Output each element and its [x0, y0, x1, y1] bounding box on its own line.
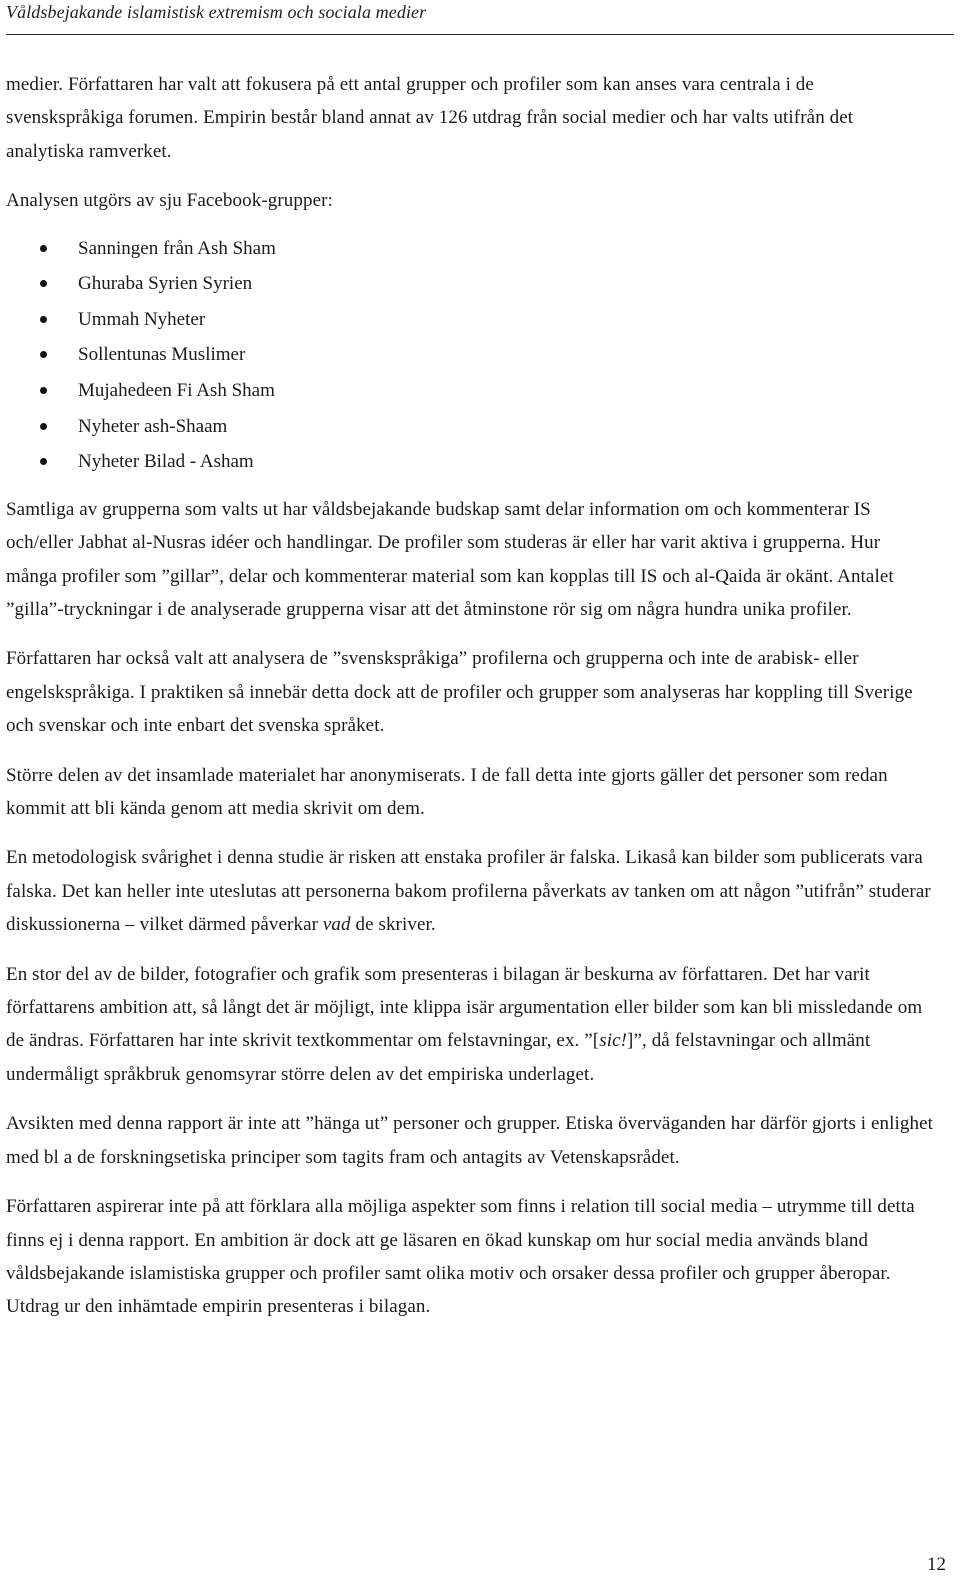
bullet-icon [40, 423, 47, 430]
list-item [6, 266, 936, 302]
group-name: Ghuraba Syrien Syrien [78, 273, 253, 295]
bullet-icon [40, 351, 47, 358]
sic-emphasis: sic! [599, 1030, 628, 1052]
facebook-groups-list [6, 231, 936, 480]
list-item [6, 302, 936, 338]
anonymisation-paragraph: Större delen av det insamlade materialet har anonymiserats. I de fall detta inte gjorts gäller det personer som redan kommit att bli kända genom att media skrivit om dem. [6, 764, 888, 820]
bullet-icon [40, 280, 47, 287]
list-item [6, 444, 936, 480]
running-header: Våldsbejakande islamistisk extremism och sociala medier [6, 2, 427, 22]
list-item [6, 409, 936, 445]
document-body [6, 68, 936, 1340]
bullet-icon [40, 316, 47, 323]
methodology-text-end: de skriver. [350, 914, 436, 936]
bullet-icon [40, 387, 47, 394]
list-item [6, 231, 936, 267]
header-divider [6, 34, 954, 35]
ambition-paragraph: Författaren aspirerar inte på att förklara alla möjliga aspekter som finns i relation till social media – utrymme till detta finns ej i denna rapport. En ambition är dock att ge läsaren en ökad kunskap om hur social media används bland våldsbejakande islamistiska grupper och profiler samt olika motiv och orsaker dessa profiler och grupper åberopar. Utdrag ur den inhämtade empirin presenteras i bilagan. [6, 1196, 915, 1318]
group-name: Sanningen från Ash Sham [78, 237, 276, 259]
bullet-icon [40, 458, 47, 465]
images-paragraph [6, 958, 936, 1092]
selection-paragraph: Samtliga av grupperna som valts ut har våldsbejakande budskap samt delar information om och kommenterar IS och/eller Jabhat al-Nusras idéer och handlingar. De profiler som studeras är eller har varit aktiva i grupperna. Hur många profiler som ”gillar”, delar och kommenterar material som kan kopplas till IS och al-Qaida är okänt. Antalet ”gilla”-tryckningar i de analyserade grupperna visar att det åtminstone rör sig om några hundra unika profiler. [6, 498, 894, 620]
group-name: Nyheter ash-Shaam [78, 415, 228, 437]
language-paragraph: Författaren har också valt att analysera de ”svenskspråkiga” profilerna och grupperna och inte de arabisk- eller engelskspråkiga. I praktiken så innebär detta dock att de profiler och grupper som analyseras har koppling till Sverige och svenskar och inte enbart det svenska språket. [6, 648, 913, 737]
images-text: En stor del av de bilder, fotografier och grafik som presenteras i bilagan är beskurna av författaren. Det har varit författarens ambition att, så långt det är möjligt, inte klippa isär argumentation eller bilder som kan bli missledande om de ändras. Författaren har inte skrivit textkommentar om felstavningar, ex. ”[ [6, 963, 923, 1052]
group-name: Mujahedeen Fi Ash Sham [78, 380, 275, 401]
group-name: Ummah Nyheter [78, 308, 206, 330]
list-item [6, 337, 936, 373]
bullet-icon [40, 245, 47, 252]
intro-paragraph: medier. Författaren har valt att fokusera på ett antal grupper och profiler som kan anses vara centrala i de svenskspråkiga forumen. Empirin består bland annat av 126 utdrag från social medier och har valts utifrån det analytiska ramverket. [6, 74, 854, 162]
group-name: Sollentunas Muslimer [78, 344, 246, 366]
list-item [6, 373, 936, 409]
ethics-paragraph: Avsikten med denna rapport är inte att ”hänga ut” personer och grupper. Etiska överväganden har därför gjorts i enlighet med bl a de forskningsetiska principer som tagits fram och antagits av Vetenskapsrådet. [6, 1113, 934, 1168]
group-name: Nyheter Bilad - Asham [78, 451, 254, 473]
methodology-emphasis: vad [322, 914, 351, 936]
groups-lead-paragraph: Analysen utgörs av sju Facebook-grupper: [6, 190, 333, 212]
methodology-paragraph [6, 841, 936, 941]
images-text-end: ]”, då felstavningar och allmänt undermåligt språkbruk genomsyrar större delen av det empiriska underlaget. [6, 1030, 871, 1085]
methodology-text: En metodologisk svårighet i denna studie är risken att enstaka profiler är falska. Likaså kan bilder som publicerats vara falska. Det kan heller inte uteslutas att personerna bakom profilerna påverkats av tanken om att någon ”utifrån” studerar diskussionerna – vilket därmed påverkar [6, 847, 931, 936]
page-number: 12 [927, 1554, 946, 1575]
